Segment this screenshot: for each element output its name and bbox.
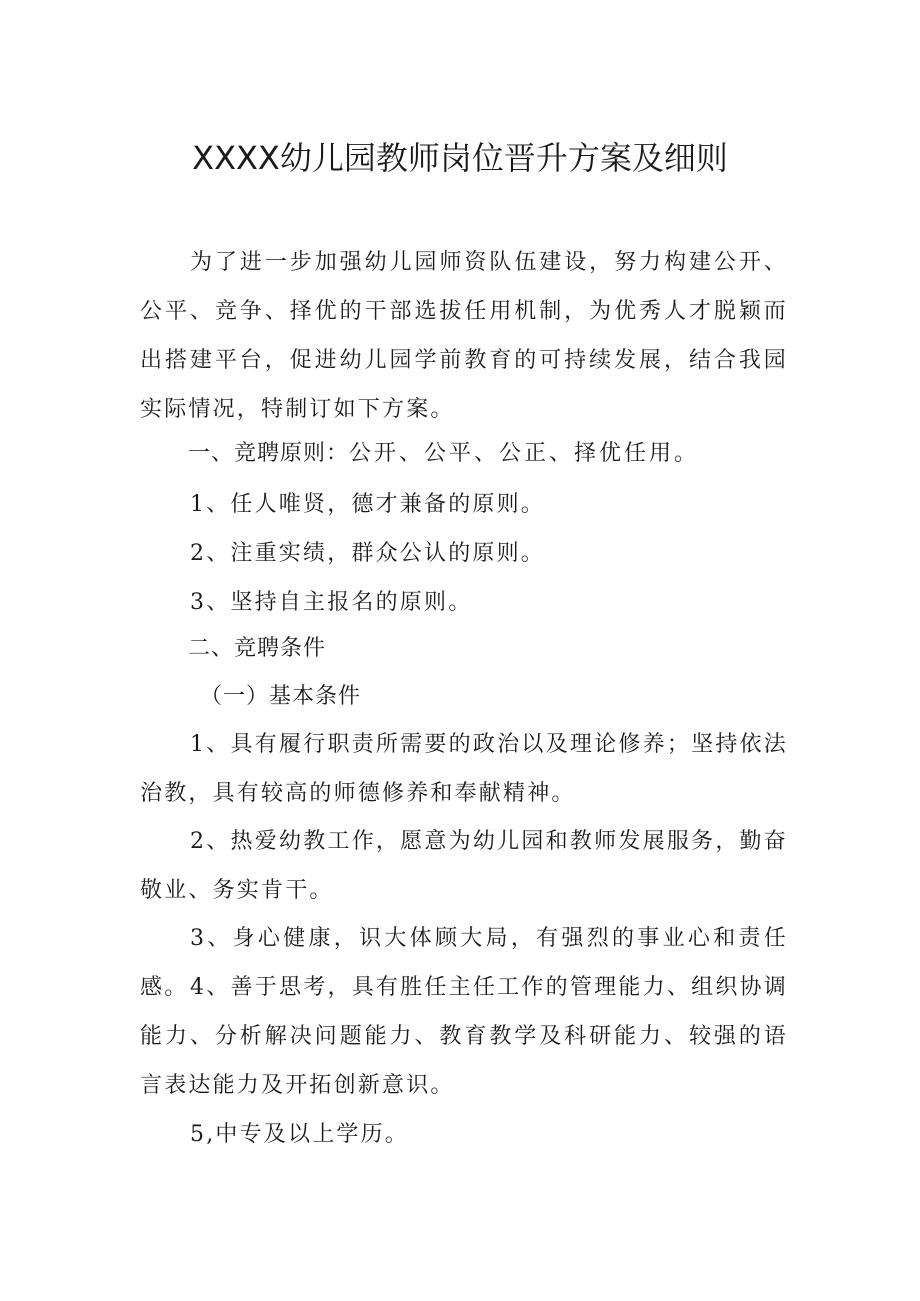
section1-heading-content: 公开、公平、公正、择优任用。 xyxy=(349,441,700,466)
section1-heading-label: 一、竞聘原则： xyxy=(188,441,350,466)
section2-item-2: 2、热爱幼教工作，愿意为幼儿园和教师发展服务，勤奋敬业、务实肯干。 xyxy=(140,829,788,903)
document-title: XXXX幼儿园教师岗位晋升方案及细则 xyxy=(192,139,728,177)
section2-heading: 二、竞聘条件 xyxy=(188,636,327,661)
section2-item-5: 5,中专及以上学历。 xyxy=(190,1122,409,1147)
intro-paragraph: 为了进一步加强幼儿园师资队伍建设，努力构建公开、公平、竞争、择优的干部选拔任用机制，为优秀人才脱颖而出搭建平台，促进幼儿园学前教育的可持续发展，结合我园实际情况，特制订如下方案。 xyxy=(140,250,788,422)
section2-item-4: 4、善于思考，具有胜任主任工作的管理能力、组织协调能力、分析解决问题能力、教育教学及科研能力、较强的语言表达能力及开拓创新意识。 xyxy=(140,975,788,1098)
section2-item-3: 3、身心健康，识大体顾大局，有强烈的事业心和责任感。 xyxy=(140,926,788,1000)
section2-item-1: 1、具有履行职责所需要的政治以及理论修养；坚持依法治教，具有较高的师德修养和奉献精神。 xyxy=(140,732,788,806)
section1-item-3: 3、坚持自主报名的原则。 xyxy=(190,590,473,615)
section1-heading xyxy=(188,434,699,474)
section2-subheading: （一）基本条件 xyxy=(200,684,362,709)
section1-item-2: 2、注重实绩，群众公认的原则。 xyxy=(190,541,545,566)
section1-item-1: 1、任人唯贤，德才兼备的原则。 xyxy=(190,492,545,517)
